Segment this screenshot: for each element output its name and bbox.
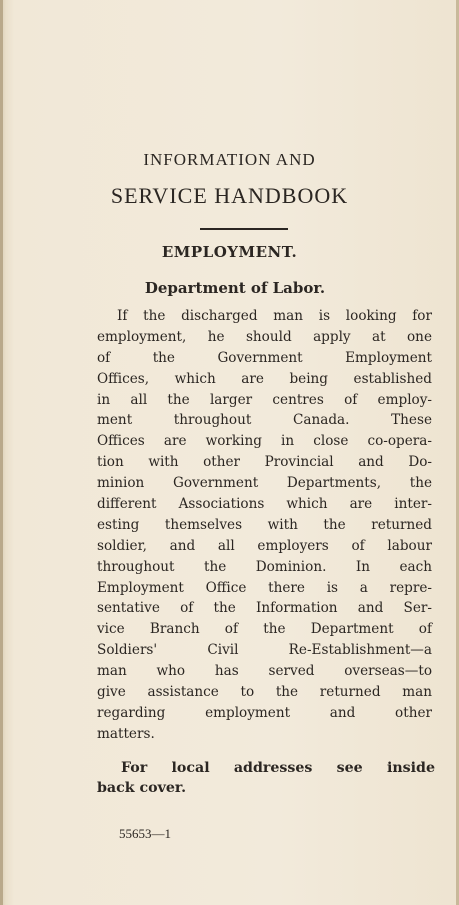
paragraph-line: tion with other Provincial and Do-: [97, 454, 432, 471]
title-rule: [200, 228, 288, 230]
paragraph-line: man who has served overseas—to: [97, 663, 432, 680]
note-line: back cover.: [97, 780, 187, 796]
paragraph-line: Soldiers' Civil Re-Establishment—a: [97, 642, 432, 659]
paragraph-line: sentative of the Information and Ser-: [97, 600, 432, 617]
paragraph-line: in all the larger centres of employ-: [97, 391, 432, 408]
print-code: 55653—1: [119, 826, 171, 841]
paragraph-line: ment throughout Canada. These: [97, 412, 432, 429]
paragraph-line: different Associations which are inter-: [97, 496, 432, 513]
paragraph-line: throughout the Dominion. In each: [97, 558, 432, 575]
paragraph-line: minion Government Departments, the: [97, 475, 432, 492]
paragraph-line: If the discharged man is looking for: [117, 308, 432, 324]
address-note: [97, 758, 435, 798]
paragraph: [97, 306, 432, 745]
paragraph-line: regarding employment and other: [97, 704, 432, 721]
section-title: EMPLOYMENT.: [161, 243, 298, 261]
paragraph-line: vice Branch of the Department of: [97, 621, 432, 638]
title-line-1: INFORMATION AND: [143, 150, 316, 169]
paragraph-line: Offices, which are being established: [97, 370, 432, 387]
paragraph-line: Employment Office there is a repre-: [97, 579, 432, 596]
paragraph-line: of the Government Employment: [97, 349, 432, 366]
note-line: For local addresses see inside: [121, 760, 435, 776]
paragraph-line: matters.: [97, 725, 155, 742]
paragraph-line: Offices are working in close co-opera-: [97, 433, 432, 450]
paragraph-line: employment, he should apply at one: [97, 328, 432, 345]
title-line-2: SERVICE HANDBOOK: [110, 183, 349, 208]
paragraph-line: esting themselves with the returned: [97, 516, 432, 533]
paragraph-line: give assistance to the returned man: [97, 684, 432, 701]
page-left-edge: [0, 0, 3, 905]
paragraph-line: soldier, and all employers of labour: [97, 537, 432, 554]
subheading: Department of Labor.: [144, 279, 326, 297]
